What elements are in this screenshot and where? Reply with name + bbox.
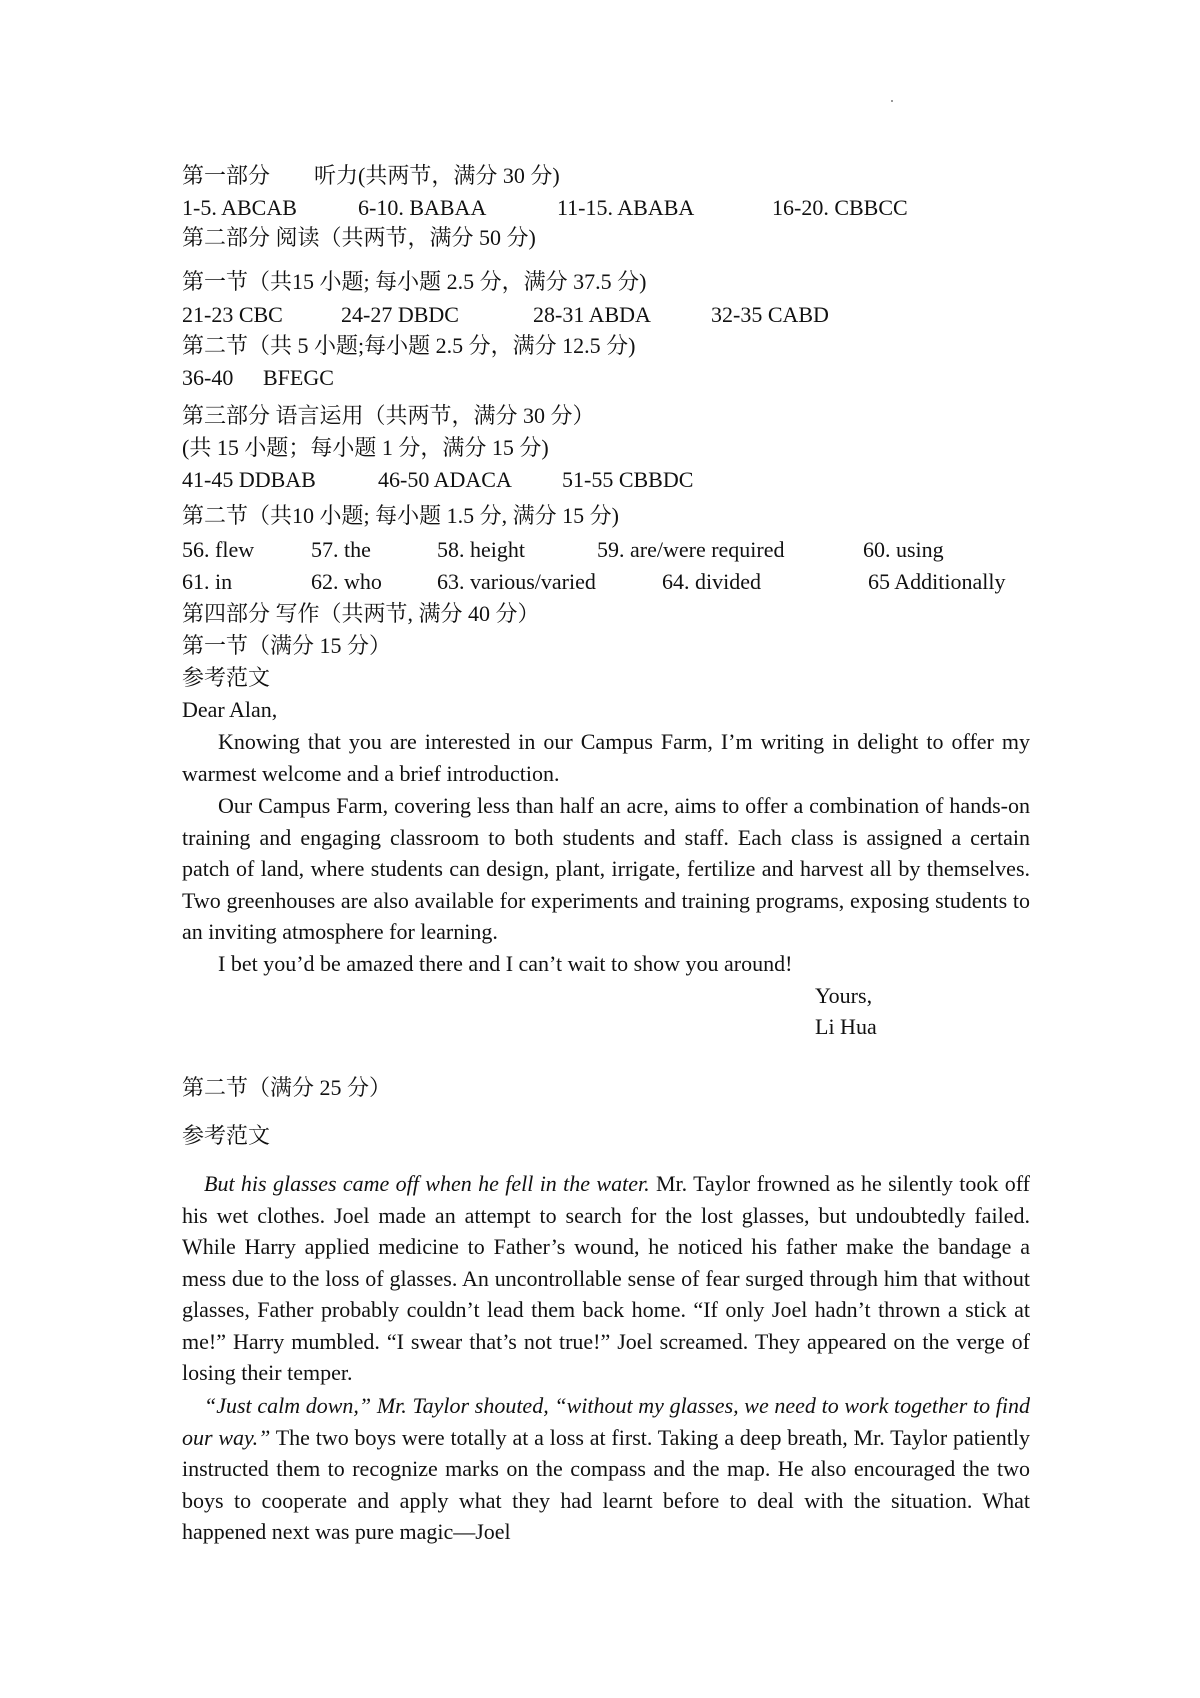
story-text: Mr. Taylor frowned as he silently took off his wet clothes. Joel made an attempt to search for the lost glasses, but undoubtedly failed. While Harry applied medicine to Father’s wound, he noticed his father make the bandage a mess due to the loss of glasses. An uncontrollable sense of fear surged through him that without glasses, Father probably couldn’t lead them back home. “If only Joel hadn’t thrown a stick at me!” Harry mumbled. “I swear that’s not true!” Joel screamed. They appeared on the verge of losing their temper. bbox=[182, 1171, 1030, 1385]
answer-item: 64. divided bbox=[662, 569, 761, 594]
answer-group: 6-10. BABAA bbox=[358, 195, 487, 220]
answer-item: 57. the bbox=[311, 537, 371, 562]
speck bbox=[891, 100, 893, 102]
answer-item: 59. are/were required bbox=[597, 537, 785, 562]
letter-paragraph: Our Campus Farm, covering less than half an acre, aims to offer a combination of hands-on training and engaging classroom to both students and staff. Each class is assigned a certain patch of land, where students can design, plant, irrigate, fertilize and harvest all by themselves. Two greenhouses are also available for experiments and training programs, exposing students to an inviting atmosphere for learning. bbox=[182, 793, 1030, 944]
answer-item: 58. height bbox=[437, 537, 525, 562]
answer-group: BFEGC bbox=[263, 365, 334, 390]
answer-group: 16-20. CBBCC bbox=[772, 195, 908, 220]
part1-heading: 第一部分 听力(共两节，满分 30 分) bbox=[182, 163, 560, 188]
part2-sec2-heading: 第二节（共 5 小题;每小题 2.5 分，满分 12.5 分) bbox=[182, 333, 636, 358]
answer-item: 63. various/varied bbox=[437, 569, 596, 594]
story-paragraph bbox=[182, 1390, 1030, 1548]
sample-label: 参考范文 bbox=[182, 665, 271, 690]
story-italic-lead: But his glasses came off when he fell in the water. bbox=[204, 1171, 650, 1196]
answer-group: 46-50 ADACA bbox=[378, 467, 512, 492]
part3-heading: 第三部分 语言运用（共两节，满分 30 分） bbox=[182, 403, 595, 428]
letter-paragraph: I bet you’d be amazed there and I can’t wait to show you around! bbox=[218, 951, 793, 976]
answer-item: 65 Additionally bbox=[868, 569, 1006, 594]
letter-greeting: Dear Alan, bbox=[182, 697, 278, 722]
answer-group: 11-15. ABABA bbox=[557, 195, 695, 220]
answer-group: 24-27 DBDC bbox=[341, 302, 459, 327]
part4-heading: 第四部分 写作（共两节, 满分 40 分） bbox=[182, 601, 540, 626]
part2-sec1-heading: 第一节（共15 小题; 每小题 2.5 分，满分 37.5 分) bbox=[182, 269, 647, 294]
answer-group: 1-5. ABCAB bbox=[182, 195, 297, 220]
part3-sec1-heading: (共 15 小题；每小题 1 分，满分 15 分) bbox=[182, 435, 549, 460]
answer-item: 62. who bbox=[311, 569, 382, 594]
answer-group: 51-55 CBBDC bbox=[562, 467, 694, 492]
letter-closing: Yours, bbox=[815, 983, 873, 1008]
answer-group: 41-45 DDBAB bbox=[182, 467, 316, 492]
answer-item: 56. flew bbox=[182, 537, 255, 562]
story-text: The two boys were totally at a loss at first. Taking a deep breath, Mr. Taylor patiently instructed them to recognize marks on the compass and the map. He also encouraged the two boys to cooperate and apply what they had learnt before to deal with the situation. What happened next was pure magic—Joel bbox=[182, 1424, 1030, 1544]
letter-signature: Li Hua bbox=[815, 1014, 877, 1039]
sample-label: 参考范文 bbox=[182, 1123, 271, 1148]
part2-heading: 第二部分 阅读（共两节，满分 50 分) bbox=[182, 225, 536, 250]
answer-group: 21-23 CBC bbox=[182, 302, 283, 327]
story-italic-lead: “Just calm down,” Mr. Taylor shouted, “without my glasses, we need to work together to find our way.” bbox=[182, 1393, 1030, 1450]
answer-range: 36-40 bbox=[182, 365, 234, 390]
answer-group: 32-35 CABD bbox=[711, 302, 829, 327]
answer-item: 60. using bbox=[863, 537, 944, 562]
story-paragraph bbox=[182, 1168, 1030, 1389]
answer-item: 61. in bbox=[182, 569, 233, 594]
answer-group: 28-31 ABDA bbox=[533, 302, 651, 327]
part3-sec2-heading: 第二节（共10 小题; 每小题 1.5 分, 满分 15 分) bbox=[182, 503, 619, 528]
letter-paragraph: Knowing that you are interested in our Campus Farm, I’m writing in delight to offer my warmest welcome and a brief introduction. bbox=[182, 729, 1030, 786]
part4-sec1-heading: 第一节（满分 15 分） bbox=[182, 633, 392, 658]
part4-sec2-heading: 第二节（满分 25 分） bbox=[182, 1075, 392, 1100]
